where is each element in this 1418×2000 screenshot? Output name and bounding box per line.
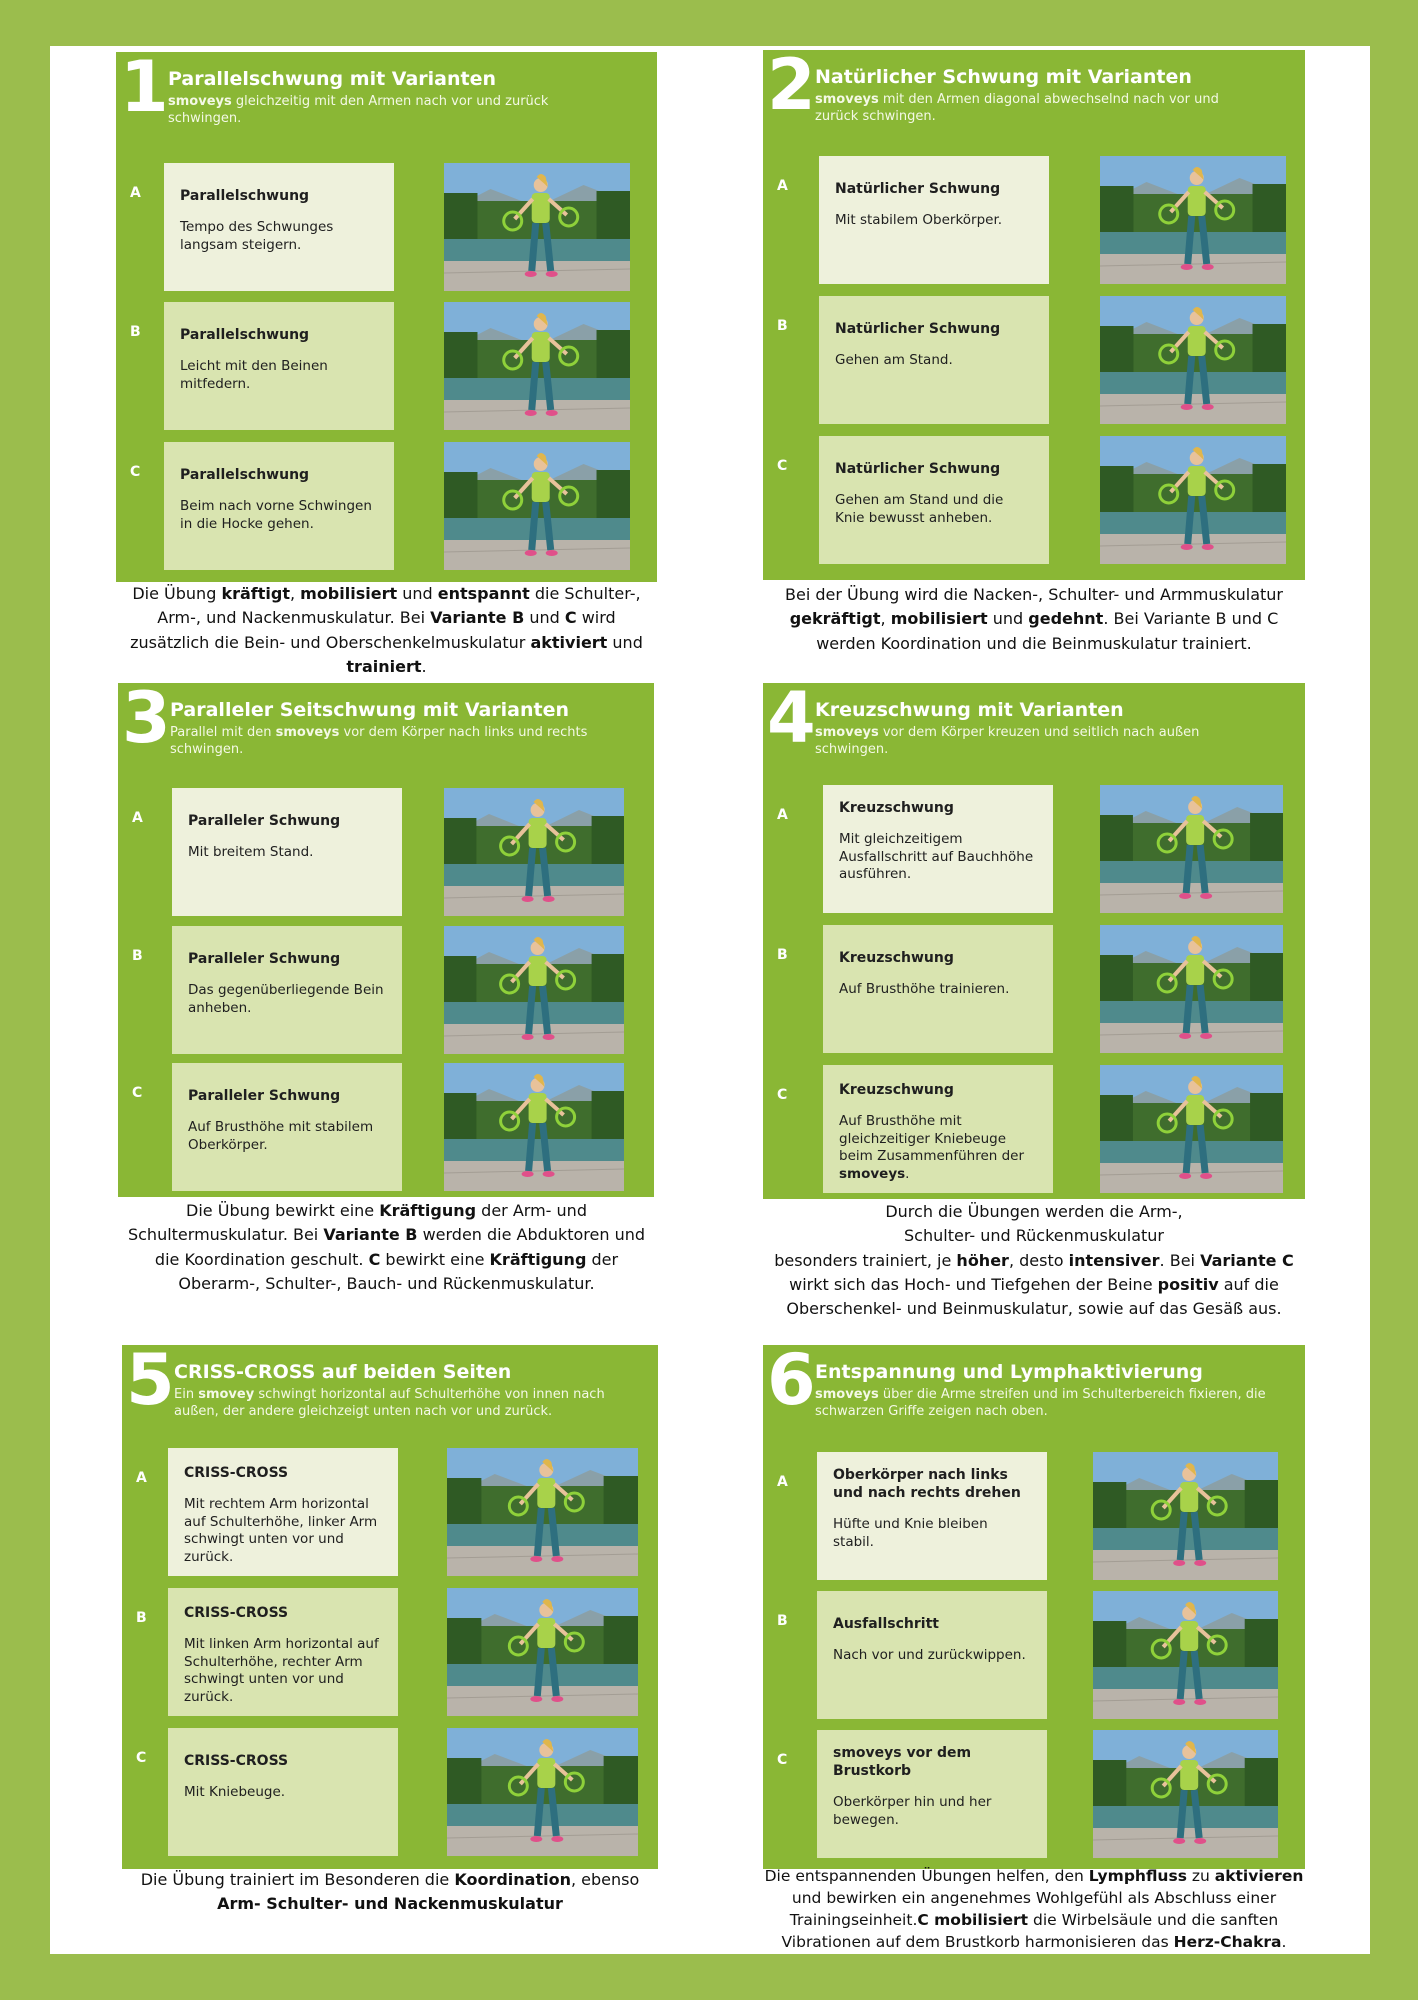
- exercise-caption-4: Durch die Übungen werden die Arm-, Schulter- und Rückenmuskulatur besonders trainiert, je höher, desto intensiver. Bei Variante C wirkt sich das Hoch- und Tiefgehen der Beine positiv auf die Oberschenkel- und Beinmuskulatur, sowie auf das Gesäß aus.: [763, 1200, 1305, 1322]
- exercise-caption-1: Die Übung kräftigt, mobilisiert und entspannt die Schulter-, Arm-, und Nackenmuskulatur. Bei Variante B und C wird zusätzlich die Bein- und Oberschenkelmuskulatur aktiviert und trainiert.: [130, 584, 643, 676]
- variant-title: smoveys vor dem Brustkorb: [833, 1745, 972, 1780]
- exercise-photo-graphic: [444, 163, 630, 291]
- exercise-photo: [1093, 1730, 1278, 1858]
- exercise-caption-3: Die Übung bewirkt eine Kräftigung der Arm- und Schultermuskulatur. Bei Variante B werden die Abduktoren und die Koordination geschult. C bewirkt eine Kräftigung der Oberarm-, Schulter-, Bauch- und Rückenmuskulatur.: [127, 1201, 646, 1293]
- variant-card: [823, 1065, 1053, 1193]
- variant-desc: Auf Brusthöhe mit stabilem Oberkörper.: [188, 1119, 374, 1153]
- exercise-photo: [1093, 1591, 1278, 1719]
- exercise-title: Parallelschwung mit Varianten: [168, 68, 496, 90]
- exercise-photo-graphic: [444, 926, 624, 1054]
- variant-letter: C: [132, 1085, 143, 1101]
- exercise-photo: [1100, 156, 1286, 284]
- exercise-photo: [447, 1728, 638, 1856]
- exercise-photo: [444, 1063, 624, 1191]
- variant-desc: Oberkörper hin und her bewegen.: [833, 1794, 992, 1828]
- exercise-panel-3: [118, 677, 654, 1197]
- exercise-photo-graphic: [444, 1063, 624, 1191]
- exercise-photo-graphic: [444, 302, 630, 430]
- variant-card: [164, 163, 394, 291]
- variant-title: Parallelschwung: [180, 327, 310, 343]
- exercise-photo-graphic: [1100, 925, 1283, 1053]
- variant-card: [172, 926, 402, 1054]
- exercise-caption-6: Die entspannenden Übungen helfen, den Lymphfluss zu aktivieren und bewirken ein angenehmes Wohlgefühl als Abschluss einer Trainingseinheit.C mobilisiert die Wirbelsäule und die sanften Vibrationen auf dem Brustkorb harmonisieren das Herz-Chakra.: [764, 1867, 1304, 1951]
- exercise-photo: [1100, 925, 1283, 1053]
- exercise-number: 6: [767, 1339, 816, 1421]
- variant-letter: C: [136, 1750, 147, 1766]
- variant-title: Paralleler Schwung: [188, 951, 341, 967]
- exercise-photo-graphic: [447, 1448, 638, 1576]
- variant-desc: Hüfte und Knie bleiben stabil.: [833, 1516, 988, 1550]
- caption-line: Durch die Übungen werden die Arm-, Schulter- und Rückenmuskulatur: [885, 1202, 1183, 1246]
- exercise-photo-graphic: [447, 1588, 638, 1716]
- exercise-photo: [1100, 1065, 1283, 1193]
- variant-title: Ausfallschritt: [833, 1616, 939, 1632]
- variant-card: [164, 302, 394, 430]
- variant-card: [817, 1730, 1047, 1858]
- variant-letter: A: [777, 807, 788, 823]
- variant-card: [168, 1448, 398, 1576]
- variant-title: Natürlicher Schwung: [835, 181, 1001, 197]
- variant-letter: A: [777, 1474, 788, 1490]
- exercise-panel-2: [763, 44, 1305, 580]
- exercise-panel-4: [763, 677, 1305, 1199]
- variant-letter: A: [132, 810, 143, 826]
- variant-letter: A: [777, 178, 788, 194]
- exercise-intro: smoveys über die Arme streifen und im Schulterbereich fixieren, die schwarzen Griffe zeigen nach oben.: [815, 1387, 1266, 1419]
- exercise-number: 3: [122, 677, 171, 759]
- variant-desc: Auf Brusthöhe trainieren.: [839, 981, 1010, 998]
- variant-title: CRISS-CROSS: [184, 1605, 289, 1621]
- exercise-caption-5: Die Übung trainiert im Besonderen die Koordination, ebenso Arm- Schulter- und Nackenmuskulatur: [140, 1870, 640, 1914]
- exercise-photo-graphic: [1100, 156, 1286, 284]
- variant-letter: B: [132, 948, 143, 964]
- exercise-number: 2: [767, 44, 816, 126]
- exercise-title: Entspannung und Lymphaktivierung: [815, 1361, 1203, 1383]
- exercise-panel-1: [116, 46, 657, 582]
- variant-letter: B: [130, 324, 141, 340]
- exercise-photo-graphic: [1100, 296, 1286, 424]
- variant-card: [164, 442, 394, 570]
- variant-card: [819, 296, 1049, 424]
- exercise-number: 4: [767, 677, 816, 759]
- exercise-title: Kreuzschwung mit Varianten: [815, 699, 1124, 721]
- exercise-panel-5: [122, 1339, 658, 1869]
- exercise-caption-2: Bei der Übung wird die Nacken-, Schulter- und Armmuskulatur gekräftigt, mobilisiert und gedehnt. Bei Variante B und C werden Koordination und die Beinmuskulatur trainiert.: [785, 585, 1283, 653]
- exercise-photo: [444, 302, 630, 430]
- exercise-title: Paralleler Seitschwung mit Varianten: [170, 699, 570, 721]
- exercise-photo-graphic: [444, 788, 624, 916]
- variant-letter: C: [777, 1087, 788, 1103]
- variant-card: [168, 1588, 398, 1716]
- variant-title: Paralleler Schwung: [188, 1088, 341, 1104]
- exercise-panel-6: [763, 1339, 1305, 1869]
- variant-letter: B: [777, 1613, 788, 1629]
- variant-desc: Gehen am Stand und die Knie bewusst anheben.: [835, 492, 1004, 526]
- exercise-title: CRISS-CROSS auf beiden Seiten: [174, 1361, 512, 1383]
- variant-letter: A: [130, 185, 141, 201]
- variant-letter: B: [136, 1610, 147, 1626]
- exercise-photo: [447, 1448, 638, 1576]
- variant-letter: A: [136, 1470, 147, 1486]
- page: [50, 46, 1370, 1954]
- variant-title: Paralleler Schwung: [188, 813, 341, 829]
- exercise-photo: [1100, 436, 1286, 564]
- variant-title: Kreuzschwung: [839, 800, 954, 816]
- variant-desc: Das gegenüberliegende Bein anheben.: [188, 982, 384, 1016]
- exercise-photo-graphic: [444, 442, 630, 570]
- exercise-photo: [447, 1588, 638, 1716]
- variant-desc: Tempo des Schwunges langsam steigern.: [180, 219, 334, 253]
- exercise-number: 1: [120, 46, 169, 128]
- exercise-title: Natürlicher Schwung mit Varianten: [815, 66, 1192, 88]
- exercise-number: 5: [126, 1339, 175, 1421]
- variant-title: Natürlicher Schwung: [835, 461, 1001, 477]
- exercise-photo: [1100, 785, 1283, 913]
- exercise-photo-graphic: [1100, 785, 1283, 913]
- exercise-intro: smoveys vor dem Körper kreuzen und seitlich nach außen schwingen.: [815, 725, 1200, 757]
- variant-card: [823, 785, 1053, 913]
- variant-card: [823, 925, 1053, 1053]
- variant-title: Parallelschwung: [180, 188, 310, 204]
- variant-desc: Mit rechtem Arm horizontal auf Schulterhöhe, linker Arm schwingt unten vor und zurück.: [184, 1496, 378, 1565]
- variant-letter: B: [777, 318, 788, 334]
- variant-letter: C: [130, 464, 141, 480]
- variant-letter: C: [777, 1752, 788, 1768]
- exercise-photo: [444, 442, 630, 570]
- exercise-intro: Parallel mit den smoveys vor dem Körper nach links und rechts schwingen.: [170, 725, 588, 757]
- variant-title: Kreuzschwung: [839, 950, 954, 966]
- exercise-photo: [444, 788, 624, 916]
- exercise-photo: [444, 163, 630, 291]
- variant-title: Natürlicher Schwung: [835, 321, 1001, 337]
- variant-title: Kreuzschwung: [839, 1082, 954, 1098]
- exercise-intro: smoveys mit den Armen diagonal abwechselnd nach vor und zurück schwingen.: [815, 92, 1219, 124]
- variant-desc: Mit gleichzeitigem Ausfallschritt auf Bauchhöhe ausführen.: [839, 831, 1034, 883]
- variant-title: Parallelschwung: [180, 467, 310, 483]
- variant-desc: Mit linken Arm horizontal auf Schulterhöhe, rechter Arm schwingt unten vor und zurück.: [184, 1636, 379, 1705]
- variant-card: [817, 1452, 1047, 1580]
- variant-card: [168, 1728, 398, 1856]
- exercise-photo-graphic: [1093, 1452, 1278, 1580]
- variant-desc: Leicht mit den Beinen mitfedern.: [180, 358, 328, 392]
- variant-desc: Auf Brusthöhe mit gleichzeitiger Kniebeuge beim Zusammenführen der smoveys.: [839, 1113, 1025, 1182]
- exercise-intro: Ein smovey schwingt horizontal auf Schulterhöhe von innen nach außen, der andere gleichzeigt unten nach vor und zurück.: [174, 1387, 605, 1419]
- variant-card: [817, 1591, 1047, 1719]
- exercise-photo-graphic: [1100, 1065, 1283, 1193]
- exercise-intro: smoveys gleichzeitig mit den Armen nach vor und zurück schwingen.: [168, 94, 549, 126]
- exercise-photo: [1100, 296, 1286, 424]
- variant-card: [172, 1063, 402, 1191]
- exercise-photo: [444, 926, 624, 1054]
- variant-title: Oberkörper nach links und nach rechts drehen: [833, 1467, 1021, 1502]
- variant-title: CRISS-CROSS: [184, 1753, 289, 1769]
- exercise-photo: [1093, 1452, 1278, 1580]
- variant-card: [819, 156, 1049, 284]
- variant-card: [819, 436, 1049, 564]
- variant-desc: Nach vor und zurückwippen.: [833, 1647, 1026, 1664]
- variant-letter: B: [777, 947, 788, 963]
- variant-desc: Mit stabilem Oberkörper.: [835, 212, 1003, 229]
- variant-card: [172, 788, 402, 916]
- exercise-photo-graphic: [447, 1728, 638, 1856]
- variant-desc: Mit Kniebeuge.: [184, 1784, 286, 1801]
- exercise-photo-graphic: [1100, 436, 1286, 564]
- variant-desc: Mit breitem Stand.: [188, 844, 314, 861]
- variant-letter: C: [777, 458, 788, 474]
- exercise-photo-graphic: [1093, 1591, 1278, 1719]
- variant-desc: Beim nach vorne Schwingen in die Hocke gehen.: [180, 498, 372, 532]
- variant-desc: Gehen am Stand.: [835, 352, 953, 369]
- exercise-photo-graphic: [1093, 1730, 1278, 1858]
- variant-title: CRISS-CROSS: [184, 1465, 289, 1481]
